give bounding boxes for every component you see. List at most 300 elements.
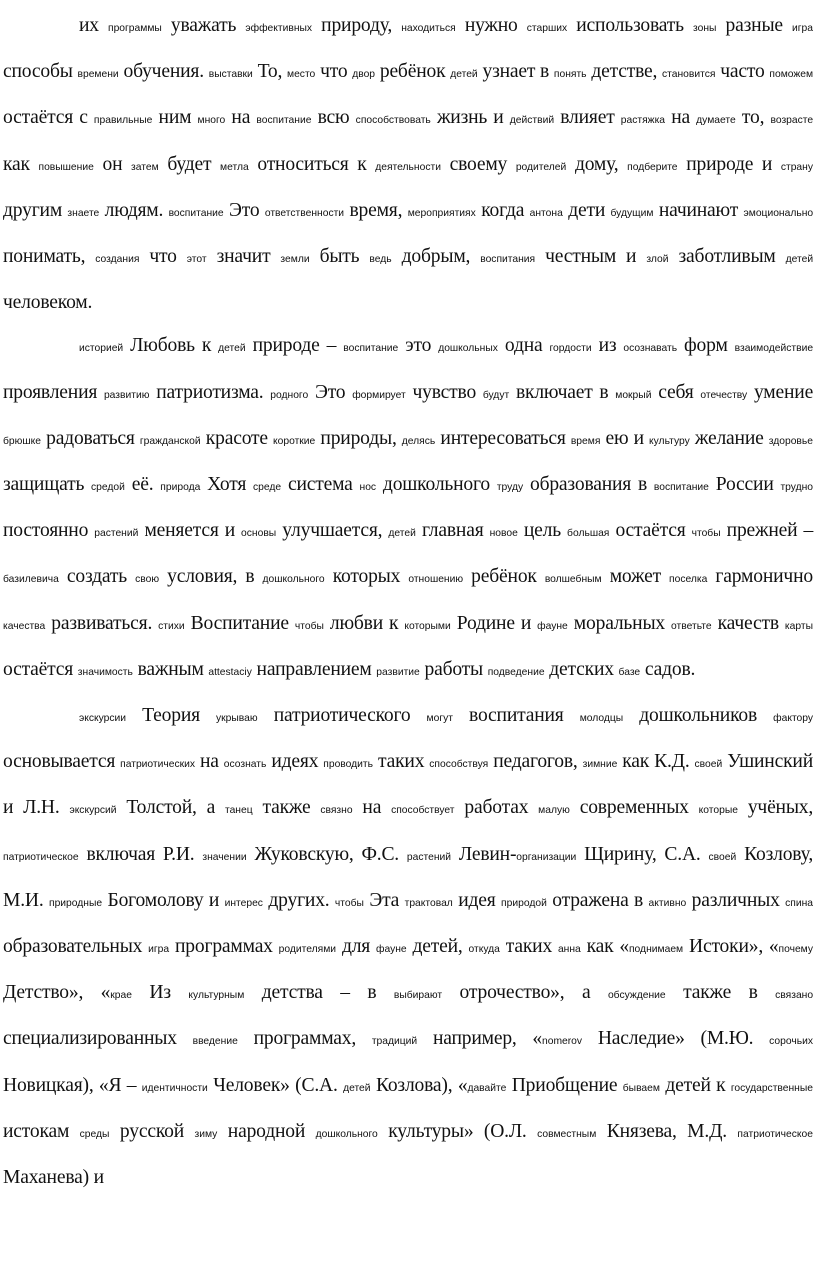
inline-small-word: зоны: [693, 23, 717, 34]
text-segment: детских: [549, 658, 614, 680]
text-segment: То,: [257, 61, 283, 83]
text-segment: также в: [683, 982, 758, 1004]
inline-small-word: патриотическое: [737, 1128, 813, 1140]
inline-small-word: воспитание: [256, 115, 312, 127]
inline-small-word: времени: [77, 69, 119, 81]
inline-small-word: отношению: [408, 574, 464, 586]
text-segment: гармонично: [715, 566, 813, 588]
text-segment: учёных,: [747, 797, 814, 819]
text-segment: культуры» (О.Л.: [388, 1120, 527, 1142]
inline-small-word: воспитание: [168, 207, 224, 219]
text-segment: программах,: [253, 1028, 357, 1050]
inline-small-word: поселка: [669, 574, 708, 586]
text-segment: заботливым: [678, 246, 776, 268]
text-segment: Толстой, а: [126, 797, 216, 819]
text-segment: относиться к: [257, 153, 367, 175]
text-segment: «: [619, 936, 629, 958]
inline-small-word: развитие: [376, 666, 420, 678]
inline-small-word: растений: [406, 851, 452, 863]
inline-small-word: здоровье: [768, 435, 813, 447]
text-segment: на: [231, 107, 251, 129]
inline-small-word: выбирают: [393, 990, 443, 1002]
inline-small-word: природные: [49, 897, 103, 909]
text-segment: Князева, М.Д.: [606, 1120, 727, 1142]
text-segment: природе и: [686, 153, 773, 175]
text-segment: красоте: [205, 427, 268, 449]
text-segment: включая Р.И.: [86, 843, 195, 865]
inline-small-word: способствует: [391, 805, 455, 817]
text-segment: способы: [3, 61, 73, 83]
inline-small-word: родителей: [515, 161, 567, 173]
text-segment: всю: [317, 107, 350, 129]
inline-small-word: которые: [698, 805, 738, 817]
inline-small-word: значимость: [77, 666, 133, 678]
inline-small-word: много: [197, 115, 226, 127]
text-segment: России: [715, 474, 774, 496]
text-segment: что: [149, 246, 177, 268]
inline-small-word: проводить: [323, 759, 374, 771]
text-segment: патриотизма.: [156, 381, 264, 403]
inline-small-word: фауне: [375, 944, 407, 956]
text-segment: Теория: [142, 705, 200, 727]
text-segment: качеств: [717, 612, 779, 634]
text-segment: Жуковскую, Ф.С.: [254, 843, 400, 865]
text-segment: жизнь и: [436, 107, 504, 129]
text-segment: также: [262, 797, 311, 819]
inline-small-word: развитию: [103, 389, 150, 401]
text-segment: Богомолову и: [107, 889, 220, 911]
text-segment: понимать,: [3, 246, 86, 268]
inline-small-word: историей: [79, 343, 124, 355]
inline-small-word: средой: [91, 482, 125, 494]
inline-small-word: ответственности: [264, 207, 345, 219]
text-segment: народной: [227, 1120, 306, 1142]
text-segment: из: [598, 335, 617, 357]
inline-small-word: могут: [426, 713, 453, 725]
text-segment: дошкольников: [639, 705, 758, 727]
text-segment: Маханева) и: [3, 1167, 104, 1189]
text-segment: других.: [268, 889, 330, 911]
text-segment: как: [3, 153, 30, 175]
inline-small-word: трактовал: [404, 897, 453, 909]
inline-small-word: родителями: [278, 944, 337, 956]
text-segment: создать: [66, 566, 128, 588]
text-segment: защищать: [3, 474, 85, 496]
inline-small-word: природа: [160, 482, 201, 494]
inline-small-word: государственные: [730, 1082, 813, 1094]
inline-small-word: фактору: [773, 713, 814, 725]
text-segment: проявления: [3, 381, 98, 403]
inline-small-word: возрасте: [770, 115, 814, 127]
inline-small-word: откуда: [468, 944, 500, 956]
text-segment: быть: [319, 246, 360, 268]
text-segment: истокам: [3, 1120, 70, 1142]
inline-small-word: гражданской: [139, 435, 201, 447]
text-segment: основывается: [3, 751, 116, 773]
text-segment: часто: [720, 61, 765, 83]
text-segment: что: [320, 61, 348, 83]
text-segment: Детство», «: [3, 982, 111, 1004]
text-segment: может: [609, 566, 661, 588]
inline-small-word: природой: [501, 897, 547, 909]
text-segment: идея: [458, 889, 496, 911]
inline-small-word: детей: [218, 343, 246, 355]
text-segment: значит: [216, 246, 271, 268]
inline-small-word: детей: [343, 1082, 371, 1094]
inline-small-word: карты: [784, 620, 813, 632]
inline-small-word: интерес: [224, 897, 263, 909]
text-segment: детей к: [665, 1074, 726, 1096]
inline-small-word: поднимаем: [628, 944, 684, 956]
inline-small-word: волшебным: [544, 574, 602, 586]
inline-small-word: детей: [450, 69, 478, 81]
text-segment: Хотя: [207, 474, 247, 496]
inline-small-word: крае: [110, 990, 132, 1002]
inline-small-word: осознать: [223, 759, 267, 771]
inline-small-word: фауне: [537, 620, 568, 632]
inline-small-word: затем: [131, 161, 159, 173]
inline-small-word: программы: [108, 23, 162, 34]
inline-small-word: воспитание: [343, 343, 399, 355]
text-segment: на: [200, 751, 219, 773]
text-segment: Это: [229, 199, 260, 221]
text-segment: система: [287, 474, 353, 496]
text-segment: дети: [568, 199, 606, 221]
inline-small-word: своей: [694, 759, 723, 771]
inline-small-word: создания: [95, 254, 140, 266]
text-segment: в: [599, 381, 609, 403]
inline-small-word: растяжка: [620, 115, 666, 127]
inline-small-word: чтобы: [691, 528, 721, 540]
text-segment: садов.: [644, 658, 696, 680]
text-segment: природе –: [252, 335, 337, 357]
inline-small-word: основы: [241, 528, 277, 540]
text-segment: на: [671, 107, 690, 129]
text-segment: начинают: [658, 199, 739, 221]
inline-small-word: анна: [557, 944, 581, 956]
inline-small-word: этот: [186, 254, 207, 266]
text-segment: будет: [167, 153, 212, 175]
inline-small-word: нос: [359, 482, 377, 494]
text-segment: образовательных: [3, 936, 143, 958]
text-segment: идеях: [271, 751, 319, 773]
text-segment: Любовь к: [130, 335, 212, 357]
text-segment: русской: [119, 1120, 185, 1142]
inline-small-word: дошкольного: [262, 574, 325, 586]
text-segment: Истоки», «: [689, 936, 779, 958]
inline-small-word: трудно: [780, 482, 814, 494]
inline-small-word: обсуждение: [607, 990, 666, 1002]
inline-small-word: зимние: [582, 759, 618, 771]
text-segment: её.: [131, 474, 154, 496]
text-segment: Щирину, С.А.: [584, 843, 701, 865]
text-segment: патриотического: [273, 705, 411, 727]
text-segment: любви к: [329, 612, 399, 634]
text-segment: Приобщение: [511, 1074, 618, 1096]
text-segment: Человек» (С.А.: [213, 1074, 338, 1096]
text-segment: влияет: [560, 107, 615, 129]
text-segment: это: [405, 335, 432, 357]
text-segment: людям.: [104, 199, 164, 221]
inline-small-word: детей: [785, 254, 814, 266]
inline-small-word: думаете: [696, 115, 736, 127]
text-segment: Это: [314, 381, 346, 403]
inline-small-word: совместным: [537, 1128, 597, 1140]
inline-small-word: взаимодействие: [734, 343, 814, 355]
inline-small-word: земли: [280, 254, 310, 266]
inline-small-word: введение: [192, 1036, 238, 1048]
inline-small-word: будут: [482, 389, 510, 401]
inline-small-word: деятельности: [375, 161, 441, 173]
inline-small-word: делясь: [401, 435, 436, 447]
inline-small-word: свою: [135, 574, 160, 586]
text-segment: ею и: [605, 427, 644, 449]
inline-small-word: зиму: [194, 1128, 218, 1140]
text-segment: ним: [158, 107, 192, 129]
inline-small-word: стихи: [158, 620, 185, 632]
inline-small-word: культурным: [188, 990, 245, 1002]
inline-small-word: родного: [270, 389, 309, 401]
text-segment: таких: [377, 751, 425, 773]
inline-small-word: труду: [496, 482, 524, 494]
inline-small-word: attestaciy: [208, 666, 252, 678]
inline-small-word: ведь: [369, 254, 392, 266]
inline-small-word: чтобы: [334, 897, 364, 909]
text-segment: улучшается,: [282, 520, 383, 542]
inline-small-word: идентичности: [141, 1082, 208, 1094]
inline-small-word: nomerov: [542, 1036, 583, 1048]
text-segment: желание: [694, 427, 764, 449]
text-segment: обучения.: [123, 61, 204, 83]
inline-small-word: патриотических: [120, 759, 196, 771]
inline-small-word: игра: [148, 944, 170, 956]
text-segment: умение: [753, 381, 814, 403]
text-segment: их: [79, 15, 99, 36]
inline-small-word: подберите: [627, 161, 678, 173]
text-segment: Воспитание: [190, 612, 289, 634]
inline-small-word: воспитание: [653, 482, 709, 494]
inline-small-word: среде: [253, 482, 282, 494]
text-segment: развиваться.: [51, 612, 153, 634]
inline-small-word: растений: [94, 528, 139, 540]
text-segment: моральных: [573, 612, 666, 634]
inline-small-word: традиций: [371, 1036, 418, 1048]
text-segment: природы,: [320, 427, 397, 449]
inline-small-word: связано: [775, 990, 814, 1002]
text-segment: остаётся с: [3, 107, 88, 129]
text-segment: детства – в: [261, 982, 377, 1004]
inline-small-word: танец: [224, 805, 253, 817]
inline-small-word: эмоционально: [743, 207, 814, 219]
text-segment: главная: [421, 520, 484, 542]
paragraph: [3, 4, 813, 324]
text-segment: для: [341, 936, 371, 958]
text-segment: себя: [658, 381, 694, 403]
inline-small-word: выставки: [208, 69, 253, 81]
inline-small-word: способствовать: [355, 115, 431, 127]
text-segment: дому,: [574, 153, 619, 175]
inline-small-word: среды: [79, 1128, 110, 1140]
text-segment: остаётся: [3, 658, 74, 680]
text-segment: честным и: [545, 246, 637, 268]
text-segment: ребёнок: [379, 61, 446, 83]
text-segment: одна: [504, 335, 543, 357]
inline-small-word: своей: [708, 851, 737, 863]
text-segment: узнает в: [482, 61, 550, 83]
inline-small-word: патриотическое: [3, 851, 79, 863]
inline-small-word: находиться: [401, 23, 456, 34]
text-segment: например,: [432, 1028, 517, 1050]
text-segment: человеком.: [3, 292, 93, 314]
inline-small-word: злой: [646, 254, 669, 266]
text-segment: использовать: [576, 15, 684, 36]
inline-small-word: дошкольных: [438, 343, 498, 355]
text-segment: Родине: [456, 612, 515, 634]
inline-small-word: которыми: [404, 620, 451, 632]
inline-small-word: становится: [662, 69, 716, 81]
inline-small-word: подведение: [487, 666, 545, 678]
text-segment: работах: [464, 797, 529, 819]
text-segment: современных: [579, 797, 689, 819]
inline-small-word: место: [286, 69, 316, 81]
inline-small-word: организации: [516, 851, 577, 863]
text-segment: Левин-: [458, 843, 517, 865]
inline-small-word: метла: [220, 161, 249, 173]
text-segment: нужно: [464, 15, 518, 36]
text-segment: Эта: [369, 889, 400, 911]
text-segment: Ушинский и Л.Н.: [3, 751, 813, 819]
text-segment: образования в: [529, 474, 648, 496]
text-segment: Наследие» (М.Ю.: [597, 1028, 754, 1050]
inline-small-word: двор: [352, 69, 376, 81]
paragraph: [3, 324, 813, 694]
inline-small-word: укрываю: [216, 713, 258, 725]
inline-small-word: антона: [529, 207, 563, 219]
text-segment: и: [520, 612, 532, 634]
inline-small-word: спина: [785, 897, 813, 909]
text-segment: добрым,: [401, 246, 471, 268]
inline-small-word: большая: [567, 528, 610, 540]
text-segment: природу,: [321, 15, 393, 36]
text-segment: Козлову, М.И.: [3, 843, 814, 911]
inline-small-word: правильные: [93, 115, 153, 127]
text-segment: постоянно: [3, 520, 89, 542]
inline-small-word: почему: [778, 944, 814, 956]
text-segment: чувство: [412, 381, 477, 403]
inline-small-word: бываем: [622, 1082, 660, 1094]
inline-small-word: игра: [792, 23, 813, 34]
inline-small-word: экскурсий: [69, 805, 117, 817]
inline-small-word: брюшке: [3, 435, 41, 447]
text-segment: ребёнок: [471, 566, 537, 588]
text-segment: направлением: [256, 658, 372, 680]
text-segment: Новицкая), «Я –: [3, 1074, 137, 1096]
text-segment: на: [362, 797, 382, 819]
text-segment: то,: [741, 107, 765, 129]
text-segment: специализированных: [3, 1028, 177, 1050]
text-segment: когда: [481, 199, 525, 221]
inline-small-word: базе: [618, 666, 641, 678]
text-segment: условия, в: [167, 566, 255, 588]
text-segment: своему: [449, 153, 508, 175]
inline-small-word: понять: [553, 69, 587, 81]
inline-small-word: малую: [538, 805, 570, 817]
text-segment: отрочество»,: [459, 982, 565, 1004]
inline-small-word: давайте: [467, 1082, 507, 1094]
inline-small-word: формирует: [352, 389, 406, 401]
text-segment: а: [581, 982, 591, 1004]
text-segment: остаётся: [615, 520, 686, 542]
inline-small-word: будущим: [610, 207, 654, 219]
inline-small-word: активно: [648, 897, 687, 909]
inline-small-word: связно: [320, 805, 353, 817]
text-segment: он: [102, 153, 123, 175]
inline-small-word: короткие: [273, 435, 316, 447]
inline-small-word: сорочьих: [769, 1036, 814, 1048]
text-segment: как К.Д.: [622, 751, 690, 773]
text-segment: работы: [424, 658, 484, 680]
text-segment: различных: [691, 889, 780, 911]
inline-small-word: время: [570, 435, 601, 447]
text-segment: время,: [349, 199, 403, 221]
inline-small-word: значении: [202, 851, 247, 863]
text-segment: форм: [684, 335, 728, 357]
text-segment: радоваться: [46, 427, 135, 449]
text-segment: детей,: [412, 936, 463, 958]
inline-small-word: молодцы: [579, 713, 624, 725]
inline-small-word: способствуя: [429, 759, 489, 771]
inline-small-word: воспитания: [480, 254, 536, 266]
text-segment: Из: [149, 982, 171, 1004]
text-segment: которых: [332, 566, 401, 588]
inline-small-word: новое: [489, 528, 518, 540]
text-segment: прежней –: [726, 520, 814, 542]
inline-small-word: мероприятиях: [407, 207, 476, 219]
text-segment: важным: [137, 658, 204, 680]
text-segment: дошкольного: [382, 474, 490, 496]
text-segment: отражена в: [552, 889, 644, 911]
text-segment: воспитания: [469, 705, 564, 727]
text-segment: таких: [505, 936, 553, 958]
inline-small-word: экскурсии: [79, 713, 127, 725]
text-segment: «: [532, 1028, 542, 1050]
inline-small-word: повышение: [38, 161, 94, 173]
text-segment: другим: [3, 199, 63, 221]
inline-small-word: качества: [3, 620, 46, 632]
inline-small-word: ответьте: [671, 620, 712, 632]
inline-small-word: эффективных: [245, 23, 313, 34]
text-segment: цель: [523, 520, 561, 542]
paragraph: [3, 694, 813, 1199]
inline-small-word: поможем: [769, 69, 814, 81]
inline-small-word: культуру: [649, 435, 690, 447]
text-segment: уважать: [170, 15, 237, 36]
text-segment: программах: [175, 936, 273, 958]
inline-small-word: действий: [509, 115, 555, 127]
text-segment: интересоваться: [440, 427, 566, 449]
text-segment: как: [586, 936, 614, 958]
inline-small-word: мокрый: [615, 389, 652, 401]
inline-small-word: базилевича: [3, 574, 59, 586]
inline-small-word: осознавать: [623, 343, 678, 355]
text-segment: педагогов,: [493, 751, 578, 773]
text-segment: детстве,: [591, 61, 658, 83]
text-segment: Козлова), «: [375, 1074, 468, 1096]
text-segment: меняется и: [144, 520, 235, 542]
inline-small-word: чтобы: [294, 620, 324, 632]
text-segment: включает: [515, 381, 593, 403]
text-segment: разные: [725, 15, 783, 36]
